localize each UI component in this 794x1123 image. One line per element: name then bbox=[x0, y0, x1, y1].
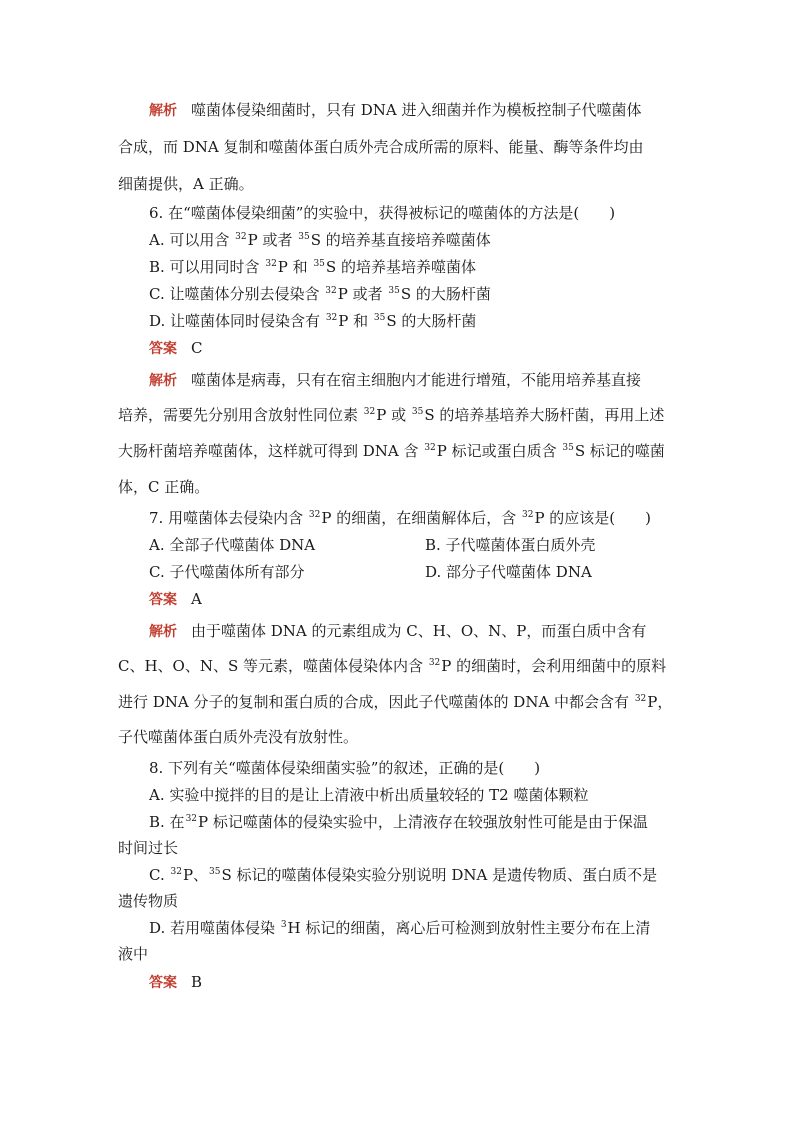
question-8-option-d-line-1: D. 若用噬菌体侵染 $^3$H 标记的细菌，离心后可检测到放射性主要分布在上清 bbox=[149, 919, 651, 937]
analysis-7-line-1: 解析 由于噬菌体 DNA 的元素组成为 C、H、O、N、P，而蛋白质中含有 bbox=[149, 622, 647, 640]
question-8-option-a: A. 实验中搅拌的目的是让上清液中析出质量较轻的 T2 噬菌体颗粒 bbox=[149, 786, 589, 804]
analysis-6-line-2: 培养，需要先分别用含放射性同位素 $^{32}$P 或 $^{35}$S 的培养基培养大肠杆菌，再用上述 bbox=[118, 406, 665, 424]
analysis-7-line-2: C、H、O、N、S 等元素，噬菌体侵染体内含 $^{32}$P 的细菌时，会利用细菌中的原料 bbox=[118, 657, 667, 675]
answer-7: 答案 A bbox=[149, 590, 202, 608]
question-8-option-b-line-1: B. 在$^{32}$P 标记噬菌体的侵染实验中，上清液存在较强放射性可能是由于保温 bbox=[149, 813, 648, 831]
analysis-5-line-2: 合成，而 DNA 复制和噬菌体蛋白质外壳合成所需的原料、能量、酶等条件均由 bbox=[118, 138, 644, 156]
answer-8: 答案 B bbox=[149, 973, 203, 991]
analysis-5-line-1: 解析 噬菌体侵染细菌时，只有 DNA 进入细菌并作为模板控制子代噬菌体 bbox=[149, 101, 642, 119]
question-7-options-cd: C. 子代噬菌体所有部分 D. 部分子代噬菌体 DNA bbox=[149, 563, 592, 581]
analysis-7-line-3: 进行 DNA 分子的复制和蛋白质的合成，因此子代噬菌体的 DNA 中都会含有 $^{32}$P， bbox=[118, 693, 673, 711]
question-6-option-d: D. 让噬菌体同时侵染含有 $^{32}$P 和 $^{35}$S 的大肠杆菌 bbox=[149, 312, 477, 330]
question-7-stem: 7. 用噬菌体去侵染内含 $^{32}$P 的细菌，在细菌解体后，含 $^{32}$P 的应该是( ) bbox=[149, 509, 652, 527]
analysis-6-line-4: 体，C 正确。 bbox=[118, 478, 210, 496]
question-8-option-d-line-2: 液中 bbox=[118, 945, 149, 963]
question-8-option-c-line-1: C. $^{32}$P、$^{35}$S 标记的噬菌体侵染实验分别说明 DNA 是遗传物质、蛋白质不是 bbox=[149, 866, 658, 884]
answer-6: 答案 C bbox=[149, 339, 203, 357]
question-6-option-b: B. 可以用同时含 $^{32}$P 和 $^{35}$S 的培养基培养噬菌体 bbox=[149, 258, 476, 276]
question-8-stem: 8. 下列有关“噬菌体侵染细菌实验”的叙述，正确的是( ) bbox=[149, 759, 541, 777]
analysis-6-line-1: 解析 噬菌体是病毒，只有在宿主细胞内才能进行增殖，不能用培养基直接 bbox=[149, 371, 642, 389]
question-7-options-ab: A. 全部子代噬菌体 DNA B. 子代噬菌体蛋白质外壳 bbox=[149, 536, 596, 554]
analysis-6-line-3: 大肠杆菌培养噬菌体，这样就可得到 DNA 含 $^{32}$P 标记或蛋白质含 $^{35}$S 标记的噬菌 bbox=[118, 442, 665, 460]
question-8-option-b-line-2: 时间过长 bbox=[118, 839, 179, 857]
analysis-label: 解析 bbox=[149, 103, 177, 119]
question-8-option-c-line-2: 遗传物质 bbox=[118, 892, 179, 910]
question-6-stem: 6. 在“噬菌体侵染细菌”的实验中，获得被标记的噬菌体的方法是( ) bbox=[149, 204, 616, 222]
question-6-option-c: C. 让噬菌体分别去侵染含 $^{32}$P 或者 $^{35}$S 的大肠杆菌 bbox=[149, 285, 491, 303]
question-6-option-a: A. 可以用含 $^{32}$P 或者 $^{35}$S 的培养基直接培养噬菌体 bbox=[149, 231, 491, 249]
analysis-7-line-4: 子代噬菌体蛋白质外壳没有放射性。 bbox=[118, 728, 359, 746]
analysis-5-line-3: 细菌提供，A 正确。 bbox=[118, 175, 254, 193]
